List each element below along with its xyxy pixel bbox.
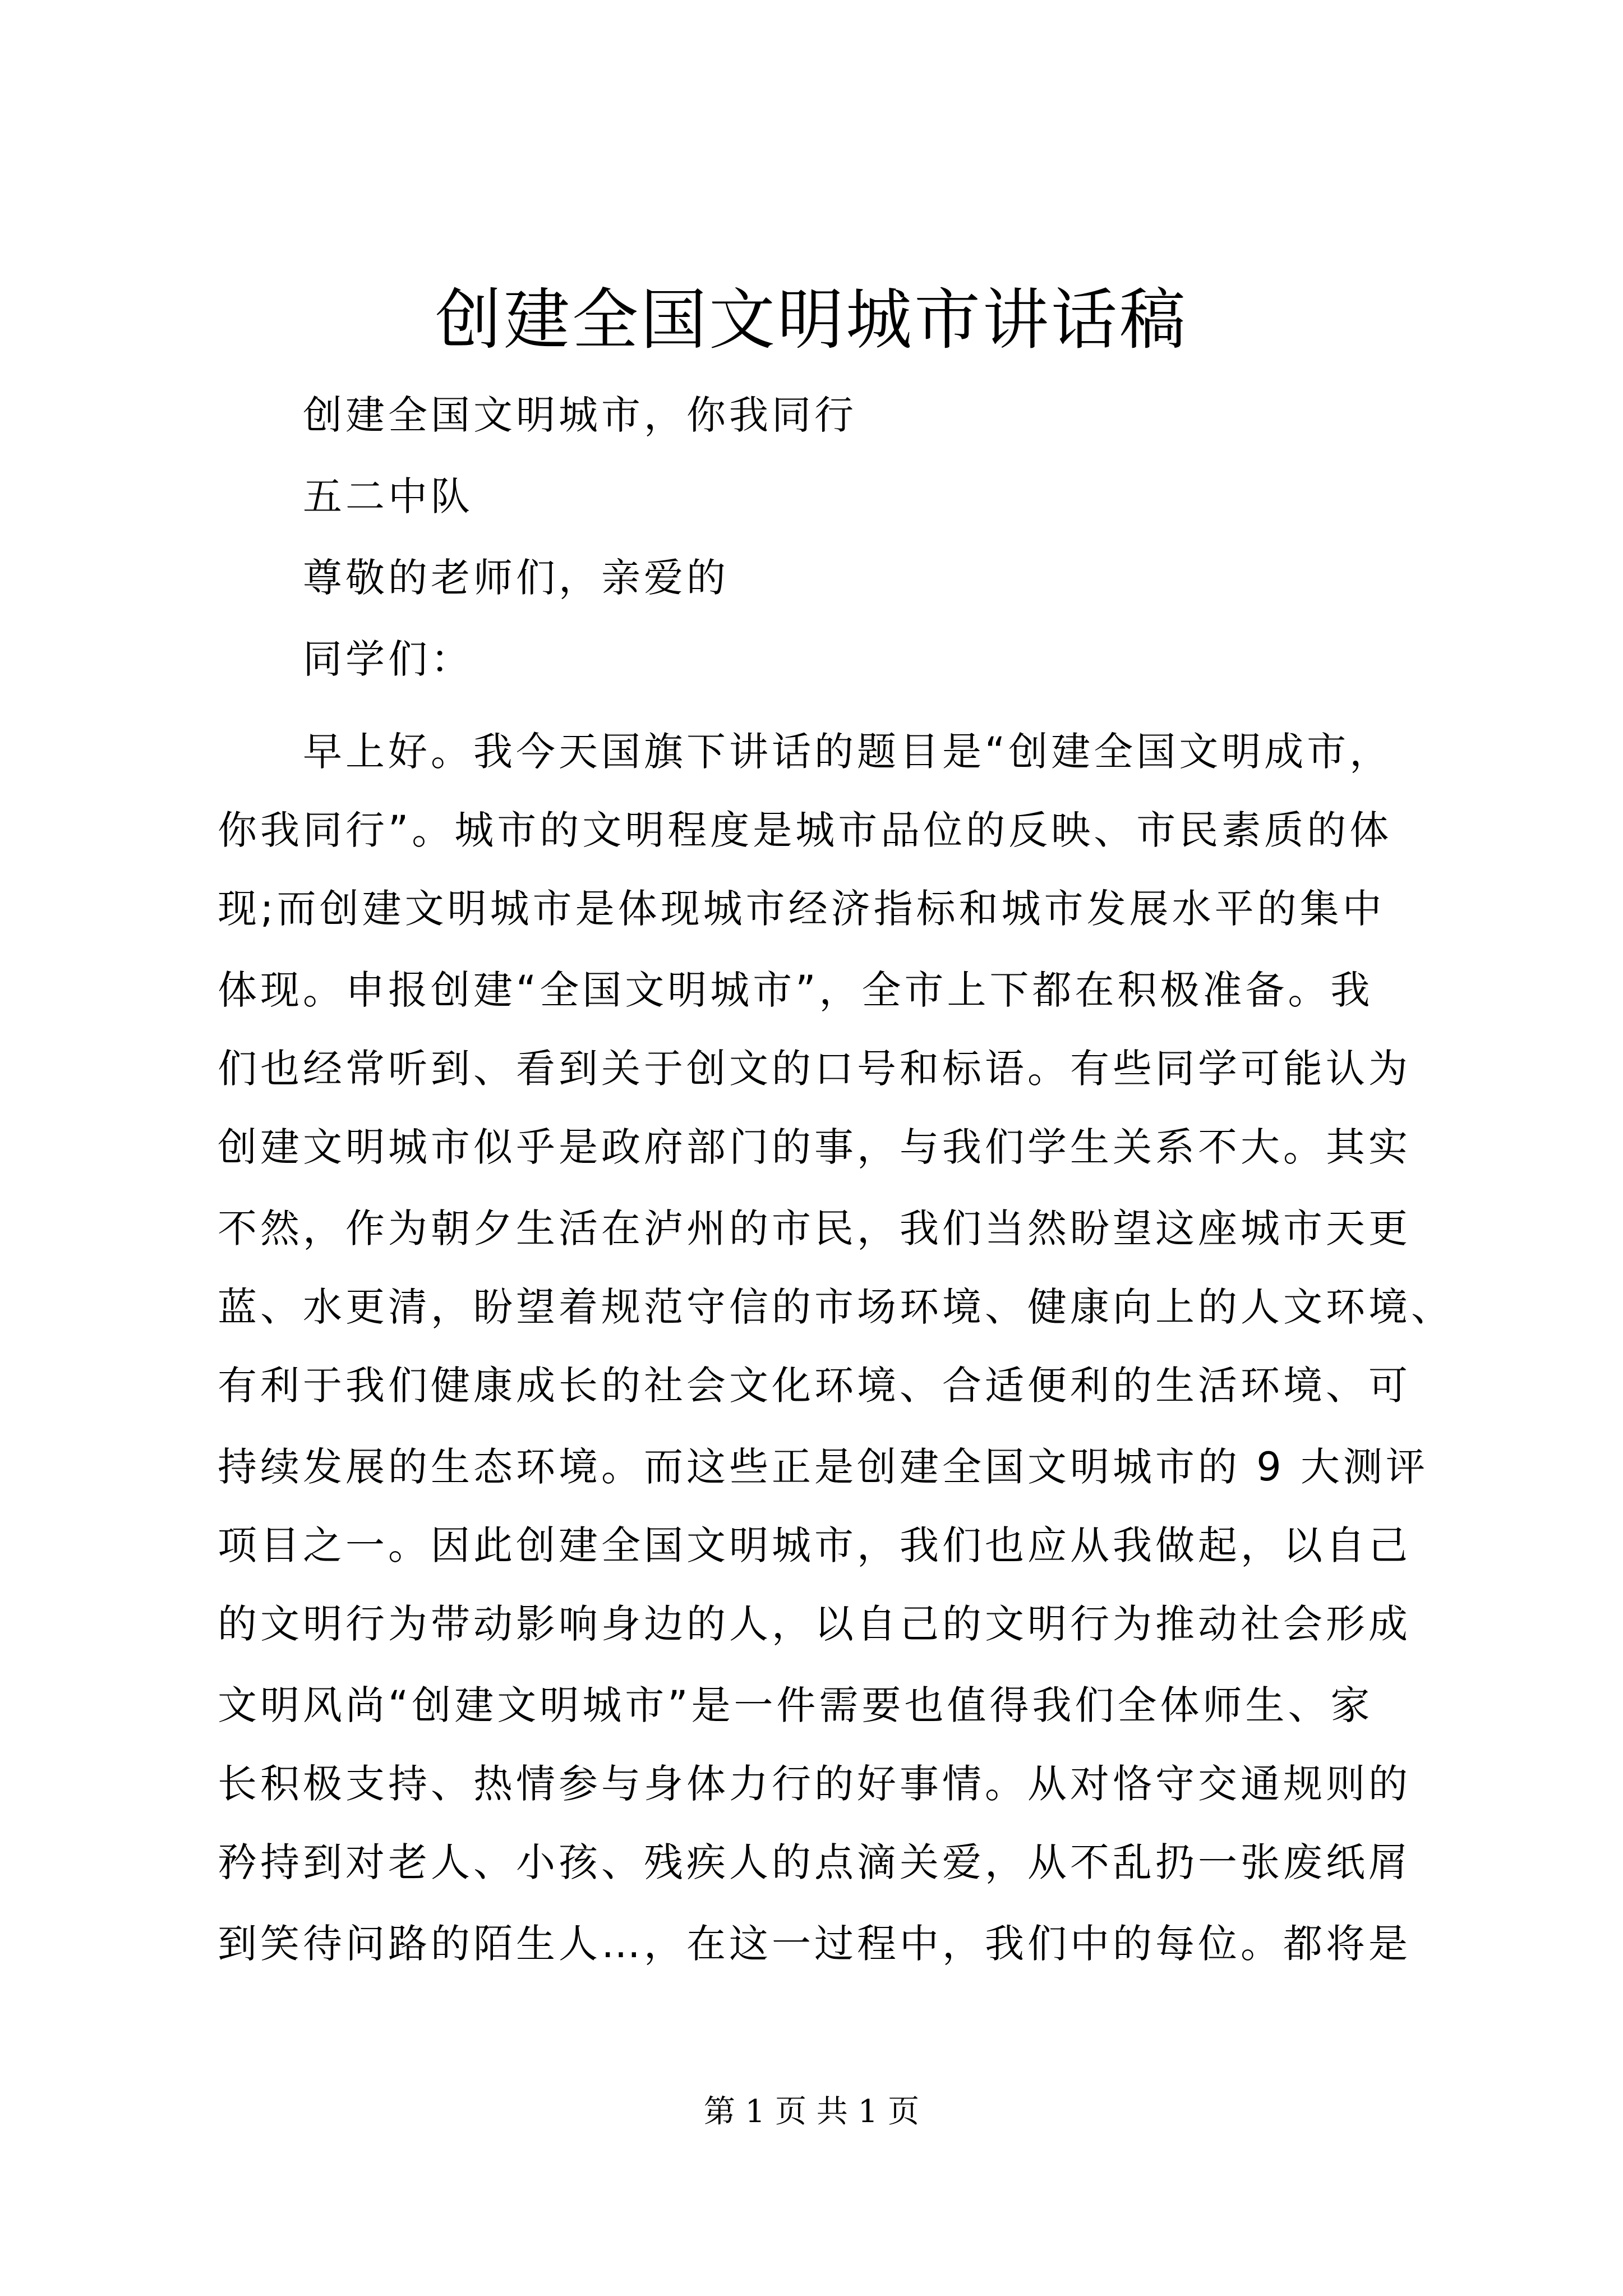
body-line: 有利于我们健康成长的社会文化环境、合适便利的生活环境、可 [218, 1363, 1411, 1409]
body-line: 不然，作为朝夕生活在泸州的市民，我们当然盼望这座城市天更 [218, 1205, 1411, 1251]
team-line: 五二中队 [303, 473, 473, 519]
body-line: 矜持到对老人、小孩、残疾人的点滴关爱，从不乱扔一张废纸屑 [218, 1839, 1411, 1885]
body-line: 早上好。我今天国旗下讲话的题目是“创建全国文明成市， [303, 729, 1393, 775]
body-line: 体现。申报创建“全国文明城市”，全市上下都在积极准备。我 [218, 967, 1373, 1013]
document-title: 创建全国文明城市讲话稿 [435, 281, 1188, 358]
body-line: 长积极支持、热情参与身体力行的好事情。从对恪守交通规则的 [218, 1761, 1411, 1807]
body-line: 项目之一。因此创建全国文明城市，我们也应从我做起，以自己 [218, 1522, 1411, 1568]
body-line: 文明风尚“创建文明城市”是一件需要也值得我们全体师生、家 [218, 1682, 1373, 1728]
body-line: 蓝、水更清，盼望着规范守信的市场环境、健康向上的人文环境、 [218, 1284, 1454, 1330]
greeting-line-2: 同学们： [303, 636, 473, 682]
page-footer: 第 1 页 共 1 页 [703, 2093, 920, 2130]
body-line: 的文明行为带动影响身边的人，以自己的文明行为推动社会形成 [218, 1601, 1411, 1647]
body-line: 到笑待问路的陌生人…，在这一过程中，我们中的每位。都将是 [218, 1921, 1411, 1967]
body-line: 们也经常听到、看到关于创文的口号和标语。有些同学可能认为 [218, 1046, 1411, 1092]
body-line: 现;而创建文明城市是体现城市经济指标和城市发展水平的集中 [218, 886, 1385, 932]
body-line: 你我同行”。城市的文明程度是城市品位的反映、市民素质的体 [218, 807, 1393, 853]
greeting-line: 尊敬的老师们，亲爱的 [303, 555, 729, 601]
body-line: 创建文明城市似乎是政府部门的事，与我们学生关系不大。其实 [218, 1124, 1411, 1170]
subtitle-line: 创建全国文明城市，你我同行 [303, 392, 857, 438]
body-line: 持续发展的生态环境。而这些正是创建全国文明城市的 9 大测评 [218, 1444, 1429, 1490]
